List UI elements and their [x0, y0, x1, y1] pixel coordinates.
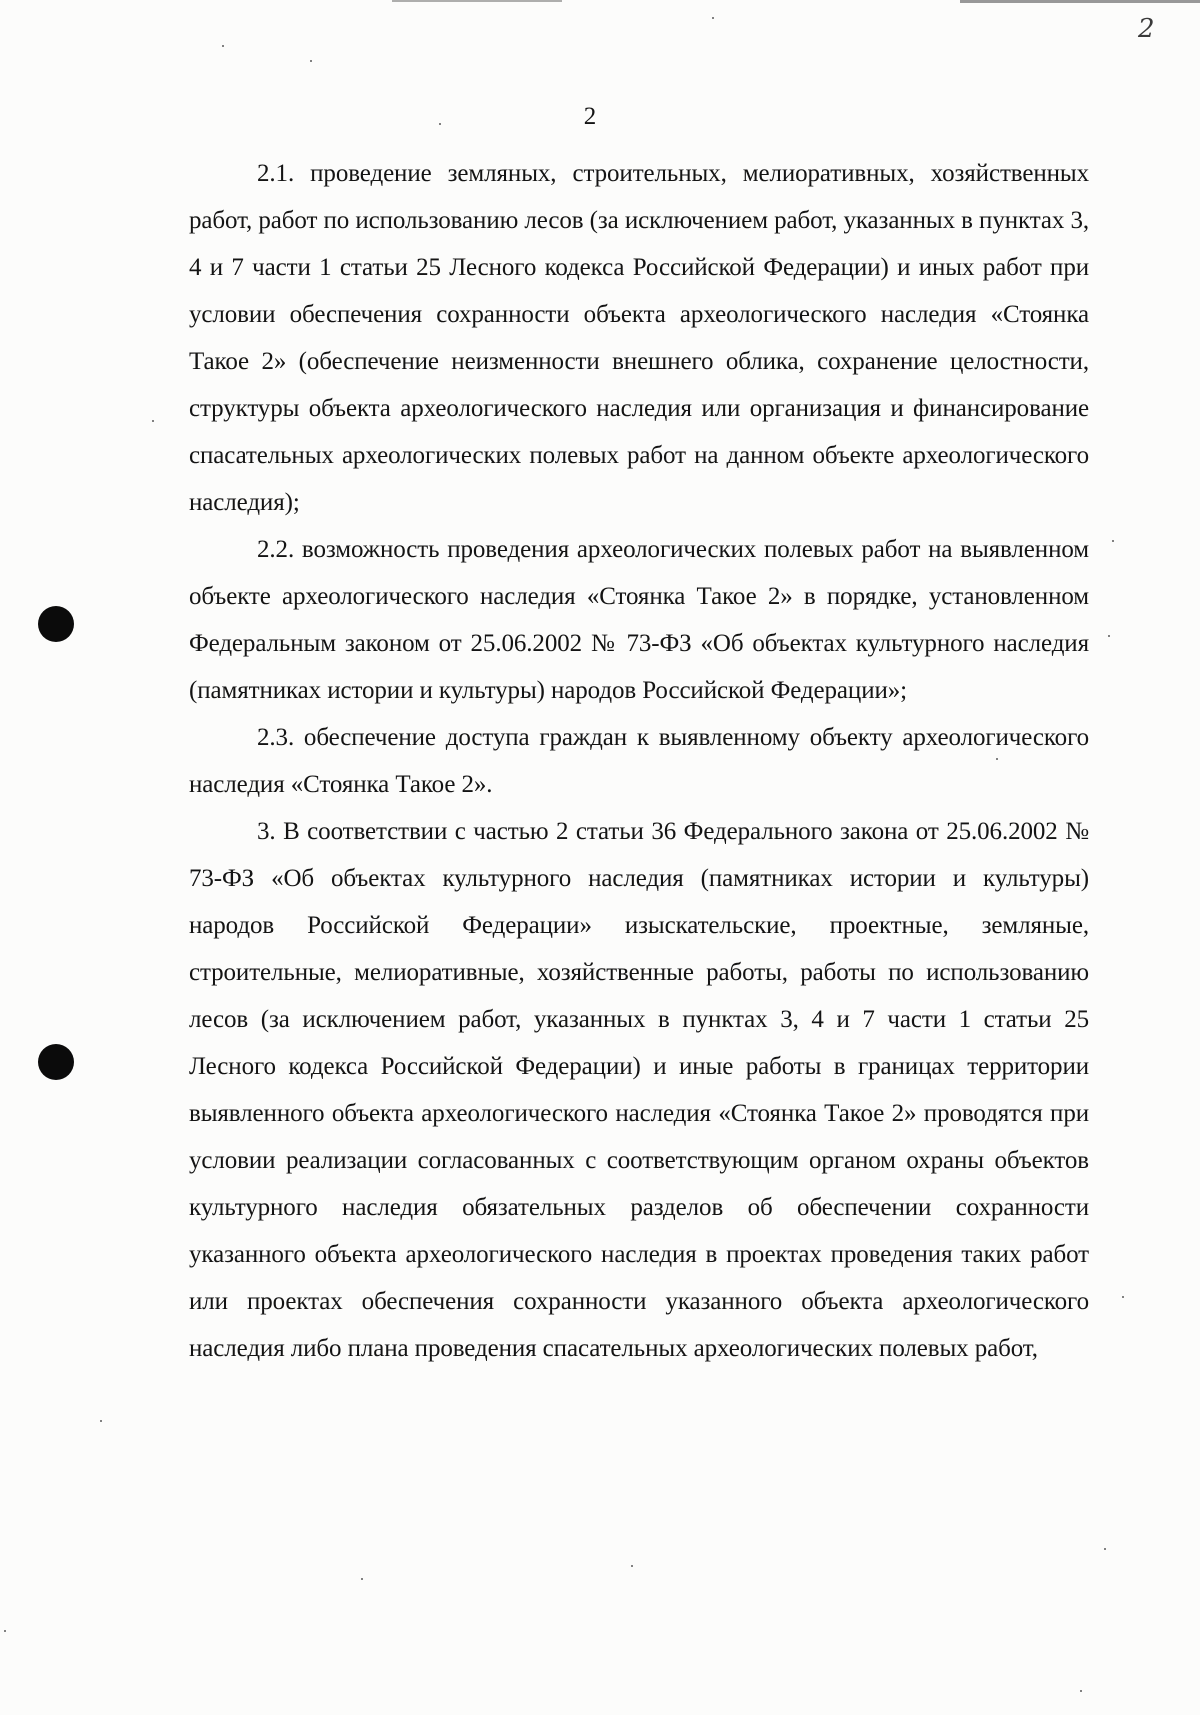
paragraph-2-1: 2.1. проведение земляных, строительных, мелиоративных, хозяйственных работ, работ по использованию лесов (за исключением работ, указанных в пунктах 3, 4 и 7 части 1 статьи 25 Лесного кодекса Российской Федерации) и иных работ при условии обеспечения сохранности объекта археологического наследия «Стоянка Такое 2» (обеспечение неизменности внешнего облика, сохранение целостности, структуры объекта археологического наследия или организация и финансирование спасательных археологических полевых работ на данном объекте археологического наследия); [189, 160, 1089, 516]
page-number: 2 [583, 103, 597, 130]
scan-speck [222, 45, 224, 47]
scan-edge-line [392, 0, 562, 2]
scan-speck [310, 60, 312, 62]
scan-speck [631, 1565, 633, 1567]
scan-speck [361, 1578, 363, 1580]
scan-speck [1080, 1690, 1082, 1692]
scan-speck [100, 1420, 102, 1422]
paragraph-3: 3. В соответствии с частью 2 статьи 36 Федерального закона от 25.06.2002 № 73-ФЗ «Об объектах культурного наследия (памятниках истории и культуры) народов Российской Федерации» изыскательские, проектные, земляные, строительные, мелиоративные, хозяйственные работы, работы по использованию лесов (за исключением работ, указанных в пунктах 3, 4 и 7 части 1 статьи 25 Лесного кодекса Российской Федерации) и иные работы в границах территории выявленного объекта археологического наследия «Стоянка Такое 2» проводятся при условии реализации согласованных с соответствующим органом охраны объектов культурного наследия обязательных разделов об обеспечении сохранности указанного объекта археологического наследия в проектах проведения таких работ или проектах обеспечения сохранности указанного объекта археологического наследия либо плана проведения спасательных археологических полевых работ, [189, 818, 1089, 1362]
scan-edge-line [960, 0, 1200, 3]
paragraph-2-2: 2.2. возможность проведения археологических полевых работ на выявленном объекте археологического наследия «Стоянка Такое 2» в порядке, установленном Федеральным законом от 25.06.2002 № 73-ФЗ «Об объектах культурного наследия (памятниках истории и культуры) народов Российской Федерации»; [189, 536, 1089, 704]
scan-speck [439, 123, 441, 125]
scan-speck [1108, 635, 1110, 637]
scan-speck [1112, 540, 1114, 542]
scan-speck [712, 17, 714, 19]
binder-punch-hole [38, 606, 74, 642]
binder-punch-hole [38, 1044, 74, 1080]
paragraph-2-3: 2.3. обеспечение доступа граждан к выявленному объекту археологического наследия «Стоянка Такое 2». [189, 724, 1089, 798]
document-body [189, 150, 1089, 1372]
scan-speck [152, 420, 154, 422]
scan-speck [1122, 1296, 1124, 1298]
scan-speck [4, 1630, 6, 1632]
scan-speck [1104, 1548, 1106, 1550]
scan-speck [996, 758, 998, 760]
handwritten-page-mark: 2 [1138, 14, 1155, 44]
